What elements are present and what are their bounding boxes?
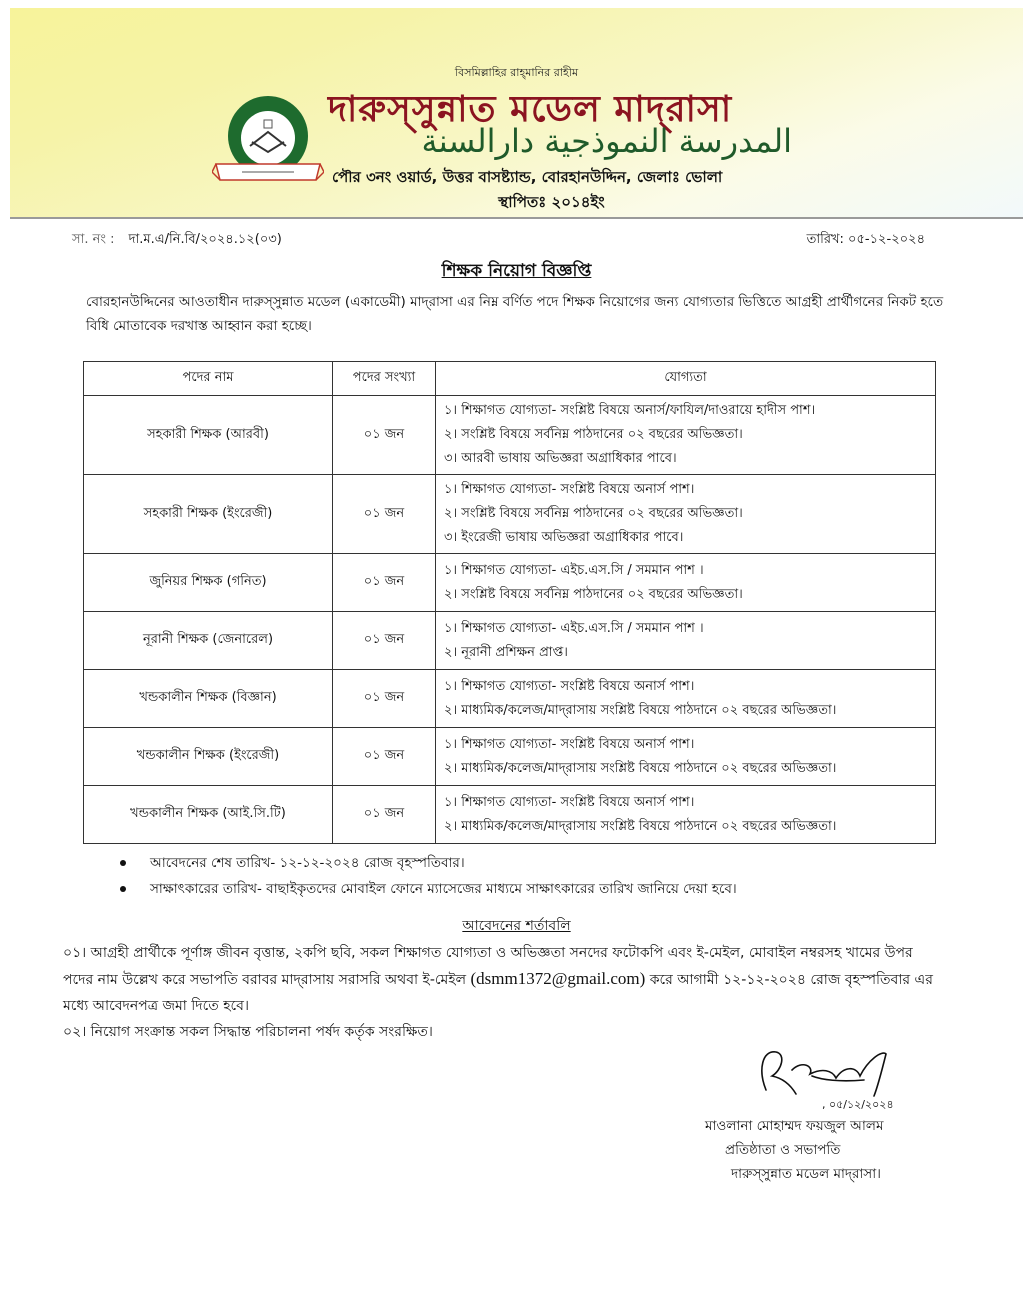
post-name-cell: খন্ডকালীন শিক্ষক (আই.সি.টি) — [84, 786, 333, 844]
qualification-item: ১। শিক্ষাগত যোগ্যতা- সংশ্লিষ্ট বিষয়ে অনার্স/ফাযিল/দাওরায়ে হাদীস পাশ। — [444, 403, 816, 418]
signatory-institution: দারুস্‌সুন্নাত মডেল মাদ্‌রাসা। — [731, 1166, 881, 1182]
email-address[interactable]: (dsmm1372@gmail.com) — [470, 969, 646, 988]
deadline-text: আবেদনের শেষ তারিখ- ১২-১২-২০২৪ রোজ বৃহস্পতিবার। — [150, 855, 465, 871]
table-row — [84, 786, 936, 844]
qualification-cell — [436, 670, 936, 728]
established-year: স্থাপিতঃ ২০১৪ইং — [498, 193, 605, 211]
terms-title-text: আবেদনের শর্তাবলি — [462, 918, 571, 934]
post-count-cell: ০১ জন — [333, 728, 436, 786]
qualification-cell — [436, 728, 936, 786]
table-header-row — [84, 362, 936, 396]
table-row — [84, 728, 936, 786]
bullet-icon — [120, 860, 126, 866]
qualification-item: ১। শিক্ষাগত যোগ্যতা- সংশ্লিষ্ট বিষয়ে অনার্স পাশ। — [444, 482, 695, 497]
notice-date — [807, 230, 925, 251]
signatory-block — [705, 1114, 915, 1186]
qualification-cell — [436, 612, 936, 670]
reference-value: দা.ম.এ/নি.বি/২০২৪.১২(০৩) — [128, 232, 282, 247]
vacancy-table — [83, 361, 936, 844]
post-name-cell: খন্ডকালীন শিক্ষক (ইংরেজী) — [84, 728, 333, 786]
qualification-item: ২। সংশ্লিষ্ট বিষয়ে সর্বনিম্ন পাঠদানের ০২ বছরের অভিজ্ঞতা। — [444, 506, 743, 521]
qualification-item: ১। শিক্ষাগত যোগ্যতা- সংশ্লিষ্ট বিষয়ে অনার্স পাশ। — [444, 678, 695, 694]
qualification-item: ২। মাধ্যমিক/কলেজ/মাদ্‌রাসায় সংশ্লিষ্ট বিষয়ে পাঠদানে ০২ বছরের অভিজ্ঞতা। — [444, 760, 837, 776]
bullet-icon — [120, 886, 126, 892]
list-item — [120, 850, 737, 876]
post-name-cell: সহকারী শিক্ষক (ইংরেজী) — [84, 475, 333, 554]
key-dates-list — [120, 850, 737, 902]
term-1-text-end: করে আগামী ১২-১২-২০২৪ রোজ বৃহস্পতিবার এর মধ্যে আবেদনপত্র জমা দিতে হবে। — [63, 972, 933, 1014]
qualification-item: ২। সংশ্লিষ্ট বিষয়ে সর্বনিম্ন পাঠদানের ০২ বছরের অভিজ্ঞতা। — [444, 427, 743, 442]
post-name-cell: সহকারী শিক্ষক (আরবী) — [84, 396, 333, 475]
qualification-item: ১। শিক্ষাগত যোগ্যতা- এইচ.এস.সি / সমমান পাশ । — [444, 562, 704, 578]
interview-text: সাক্ষাৎকারের তারিখ- বাছাইকৃতদের মোবাইল ফোনে ম্যাসেজের মাধ্যমে সাক্ষাৎকারের তারিখ জানিয়ে দেয়া হবে। — [150, 881, 737, 897]
date-label: তারিখ: — [806, 232, 844, 247]
signatory-name: মাওলানা মোহাম্মদ ফয়জুল আলম — [705, 1118, 884, 1134]
notice-title — [0, 258, 1033, 286]
post-count-cell: ০১ জন — [333, 396, 436, 475]
term-item-2: ০২। নিয়োগ সংক্রান্ত সকল সিদ্ধান্ত পরিচালনা পর্ষদ কর্তৃক সংরক্ষিত। — [63, 1024, 433, 1040]
qualification-item: ২। সংশ্লিষ্ট বিষয়ে সর্বনিম্ন পাঠদানের ০২ বছরের অভিজ্ঞতা। — [444, 586, 743, 602]
qualification-item: ২। মাধ্যমিক/কলেজ/মাদ্‌রাসায় সংশ্লিষ্ট বিষয়ে পাঠদানে ০২ বছরের অভিজ্ঞতা। — [444, 702, 837, 718]
post-name-cell: জুনিয়র শিক্ষক (গনিত) — [84, 554, 333, 612]
term-1-text-start: ০১। আগ্রহী প্রার্থীকে পূর্ণাঙ্গ জীবন বৃত্তান্ত, ২কপি ছবি, সকল শিক্ষাগত যোগ্যতা ও অভিজ্ঞতা সনদের ফটোকপি এবং ই-মেইল, মোবাইল নম্বরসহ খামের উপর পদের নাম উল্লেখ করে সভাপতি বরাবর মাদ্‌রাসায় সরাসরি অথবা ই-মেইল — [63, 945, 913, 988]
qualification-item: ১। শিক্ষাগত যোগ্যতা- সংশ্লিষ্ট বিষয়ে অনার্স পাশ। — [444, 736, 695, 752]
qualification-cell — [436, 786, 936, 844]
notice-title-text: শিক্ষক নিয়োগ বিজ্ঞপ্তি — [441, 261, 592, 281]
institution-name-bengali: দারুস্‌সুন্নাত মডেল মাদ্‌রাসা — [328, 89, 733, 130]
table-row — [84, 554, 936, 612]
table-row — [84, 612, 936, 670]
institution-name-arabic: المدرسة النموذجية دارالسنة — [421, 122, 792, 160]
post-count-cell: ০১ জন — [333, 554, 436, 612]
qualification-item: ২। মাধ্যমিক/কলেজ/মাদ্‌রাসায় সংশ্লিষ্ট বিষয়ে পাঠদানে ০২ বছরের অভিজ্ঞতা। — [444, 818, 837, 834]
table-row — [84, 475, 936, 554]
list-item — [120, 876, 737, 902]
qualification-cell — [436, 554, 936, 612]
term-item-1 — [63, 940, 943, 1019]
intro-paragraph: বোরহানউদ্দিনের আওতাধীন দারুস্‌সুন্নাত মডেল (একাডেমী) মাদ্‌রাসা এর নিম্ন বর্ণিত পদে শিক্ষক নিয়োগের জন্য যোগ্যতার ভিত্তিতে আগ্রহী প্রার্থীগনের নিকট হতে বিধি মোতাবেক দরখাস্ত আহ্বান করা হচ্ছে। — [86, 294, 944, 334]
header-qualification: যোগ্যতা — [436, 362, 936, 396]
table-body — [84, 396, 936, 844]
header-post-count: পদের সংখ্যা — [333, 362, 436, 396]
qualification-cell — [436, 475, 936, 554]
qualification-item: ১। শিক্ষাগত যোগ্যতা- এইচ.এস.সি / সমমান পাশ । — [444, 620, 704, 636]
reference-number — [72, 230, 282, 251]
post-count-cell: ০১ জন — [333, 786, 436, 844]
qualification-item: ২। নূরানী প্রশিক্ষন প্রাপ্ত। — [444, 644, 568, 660]
qualification-item: ৩। আরবী ভাষায় অভিজ্ঞরা অগ্রাধিকার পাবে। — [444, 451, 677, 466]
post-count-cell: ০১ জন — [333, 475, 436, 554]
qualification-item: ৩। ইংরেজী ভাষায় অভিজ্ঞরা অগ্রাধিকার পাবে। — [444, 530, 684, 545]
post-name-cell: নূরানী শিক্ষক (জেনারেল) — [84, 612, 333, 670]
qualification-item: ১। শিক্ষাগত যোগ্যতা- সংশ্লিষ্ট বিষয়ে অনার্স পাশ। — [444, 794, 695, 810]
signature-date: , ০৫/১২/২০২৪ — [822, 1098, 894, 1111]
bismillah-text: বিসমিল্লাহির রাহ্‌মানির রাহীম — [454, 66, 579, 79]
reference-label: সা. নং : — [72, 232, 115, 247]
post-name-cell: খন্ডকালীন শিক্ষক (বিজ্ঞান) — [84, 670, 333, 728]
date-value: ০৫-১২-২০২৪ — [848, 232, 925, 247]
institution-address: পৌর ৩নং ওয়ার্ড, উত্তর বাসষ্ট্যান্ড, বোরহানউদ্দিন, জেলাঃ ভোলা — [332, 168, 723, 186]
terms-section — [63, 940, 943, 1045]
table-row — [84, 670, 936, 728]
qualification-cell — [436, 396, 936, 475]
terms-title — [0, 914, 1033, 938]
signatory-designation: প্রতিষ্ঠাতা ও সভাপতি — [725, 1142, 841, 1158]
institution-logo-icon — [212, 92, 324, 192]
header-divider — [10, 217, 1023, 219]
post-count-cell: ০১ জন — [333, 612, 436, 670]
post-count-cell: ০১ জন — [333, 670, 436, 728]
table-row — [84, 396, 936, 475]
header-post-name: পদের নাম — [84, 362, 333, 396]
